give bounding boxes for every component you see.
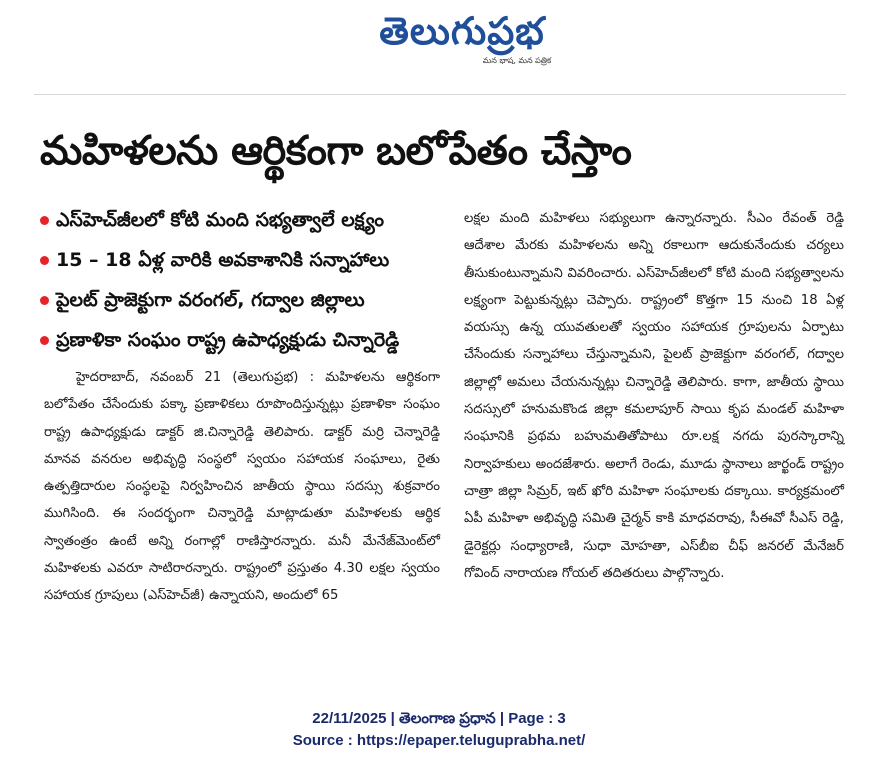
highlight-text: పైలట్ ప్రాజెక్టుగా వరంగల్, గద్వాల జిల్లాలు [56,289,365,311]
article-paragraph: హైదరాబాద్, నవంబర్ 21 (తెలుగుప్రభ) : మహిళలను ఆర్థికంగా బలోపేతం చేసేందుకు పక్కా ప్రణాళికలు రూపొందిస్తున్నట్లు ప్రణాళికా సంఘం రాష్ట్ర ఉపాధ్యక్షుడు డాక్టర్ జి.చిన్నారెడ్డి తెలిపారు. డాక్టర్ మర్రి చెన్నారెడ్డి మానవ వనరుల అభివృద్ధి సంస్థలో స్వయం సహాయక సంఘాలు, రైతు ఉత్పత్తిదారుల సంస్థలపై నిర్వహించిన జాతీయ స్థాయి సదస్సు శుక్రవారం ముగిసింది. ఈ సందర్భంగా చిన్నారెడ్డి మాట్లాడుతూ మహిళలకు ఆర్థిక స్వాతంత్రం ఉంటే అన్ని రంగాల్లో రాణిస్తారన్నారు. మనీ మేనేజ్‌మెంట్‌లో మహిళలకు ఎవరూ సాటిరారన్నారు. రాష్ట్రంలో ప్రస్తుతం 4.30 లక్షల స్వయం సహాయక గ్రూపులు (ఎస్‌హెచ్‌జీ) ఉన్నాయని, అందులో 65 [44,370,440,604]
source-link[interactable]: Source : https://epaper.teluguprabha.net/ [292,732,586,749]
article-body-right-column [464,205,844,587]
bullet-dot-icon [40,256,49,265]
highlights-list [38,200,454,360]
masthead [302,0,622,72]
article-paragraph: లక్షల మంది మహిళలు సభ్యులుగా ఉన్నారన్నారు. సీఎం రేవంత్ రెడ్డి ఆదేశాల మేరకు మహిళలను అన్ని రకాలుగా ఆదుకునేందుకు చర్యలు తీసుకుంటున్నామని వివరించారు. ఎస్‌హెచ్‌జీలలో కోటి మంది సభ్యత్వాలను లక్ష్యంగా పెట్టుకున్నట్లు చెప్పారు. రాష్ట్రంలో కొత్తగా 15 నుంచి 18 ఏళ్ల వయస్సు ఉన్న యువతులతో స్వయం సహాయక గ్రూపులను ఏర్పాటు చేసేందుకు సన్నాహాలు చేస్తున్నామని, పైలట్ ప్రాజెక్టుగా వరంగల్, గద్వాల జిల్లాల్లో అమలు చేయనున్నట్లు చిన్నారెడ్డి తెలిపారు. కాగా, జాతీయ స్థాయి సదస్సులో హనుమకొండ జిల్లా కమలాపూర్ సాయి కృప మండల్ మహిళా సంఘానికి ప్రథమ బహుమతితోపాటు రూ.లక్ష నగదు పురస్కారాన్ని నిర్వాహకులు అందజేశారు. అలాగే రెండు, మూడు స్థానాలు జార్ఖండ్ రాష్ట్రం చాత్రా జిల్లా సిమ్రర్, ఇట్ ఖోరి మహిళా సంఘాలకు దక్కాయి. కార్యక్రమంలో ఏపీ మహిళా అభివృద్ధి సమితి చైర్మన్ కాకి మాధవరావు, సీఈవో సీఎస్ రెడ్డి, డైరెక్టర్లు సంధ్యారాణి, సుధా మోహతా, ఎస్‌బీఐ చీఫ్ జనరల్ మేనేజర్ గోవింద్ నారాయణ గోయల్ తదితరులు పాల్గొన్నారు. [464,211,844,581]
bullet-dot-icon [40,296,49,305]
bullet-dot-icon [40,216,49,225]
edition-info: 22/11/2025 | తెలంగాణ ప్రధాన | Page : 3 [312,710,566,727]
article-body-left-column [44,364,440,610]
highlight-text: ఎస్‌హెచ్‌జీలలో కోటి మంది సభ్యత్వాలే లక్ష్యం [56,209,385,231]
highlight-text: ప్రణాళికా సంఘం రాష్ట్ర ఉపాధ్యక్షుడు చిన్నారెడ్డి [56,329,400,351]
newspaper-clipping [34,0,846,682]
masthead-divider [34,94,846,95]
highlight-text: 15 – 18 ఏళ్ల వారికి అవకాశానికి సన్నాహాలు [56,249,390,271]
logo-tagline: మన భాష, మన పత్రిక [482,56,552,65]
highlight-item [38,320,454,360]
bullet-dot-icon [40,336,49,345]
source-footer [0,708,878,752]
highlight-item [38,200,454,240]
highlight-item [38,240,454,280]
newspaper-logo: తెలుగుప్రభ [379,9,545,53]
highlight-item [38,280,454,320]
article-headline: మహిళలను ఆర్థికంగా బలోపేతం చేస్తాం [40,128,632,174]
